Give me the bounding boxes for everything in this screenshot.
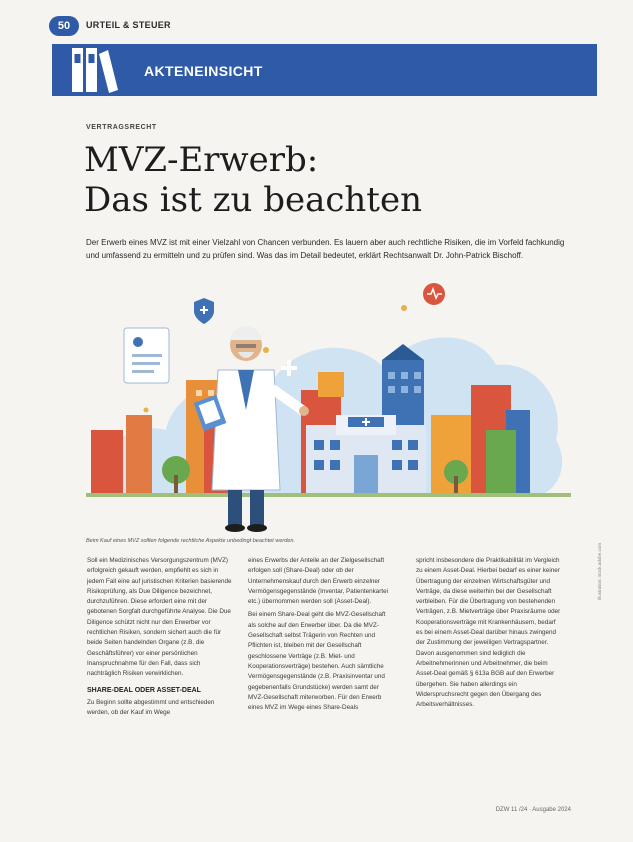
body-paragraph: eines Erwerbs der Anteile an der Zielgesellschaft erfolgen soll (Share-Deal) oder ob der Unternehmenskauf durch den Erwerb einzelner Vermögensgegenstände (Inventar, Patientenkartei etc.) übernommen werden soll (Asset-Deal). bbox=[248, 557, 389, 606]
section-label: URTEIL & STEUER bbox=[86, 20, 171, 30]
banner-title: AKTENEINSICHT bbox=[144, 63, 263, 79]
section-banner bbox=[52, 44, 597, 96]
subheading: SHARE-DEAL ODER ASSET-DEAL bbox=[87, 686, 201, 694]
illustration-caption: Beim Kauf eines MVZ sollten folgende rechtliche Aspekte unbedingt beachtet werden. bbox=[86, 538, 295, 544]
medical-center-illustration bbox=[86, 280, 571, 535]
file-binders-icon bbox=[68, 46, 118, 94]
body-paragraph: spricht insbesondere die Praktikabilität im Vergleich zu einem Asset-Deal. Hierbei bedarf es einer keiner Übertragung der einzelnen Wirtschaftsgüter und Verträge, da diese weiterhin bei der Gesellschaft verbleiben. Für die Übertragung von bestehenden Verträgen, z.B. Mietverträge über Praxisräume oder Kooperationsverträge mit Krankenhäusern, bedarf es bei einem Asset-Deal darüber hinaus zwingend der Zustimmung der jeweiligen Vertragspartner. Davon ausgenommen sind lediglich die Arbeitnehmerinnen und Arbeitnehmer, die beim Asset-Deal gemäß § 613a BGB auf den Erwerber übergehen. Sie haben allerdings ein Widerspruchsrecht gegen den Übergang des Arbeitsverhältnisses. bbox=[416, 557, 561, 709]
image-credit: Illustration: stock.adobe.com bbox=[597, 542, 602, 600]
text-column-3 bbox=[416, 556, 561, 713]
page-number-badge: 50 bbox=[49, 16, 79, 36]
article-intro: Der Erwerb eines MVZ ist mit einer Vielzahl von Chancen verbunden. Es lauern aber auch rechtliche Risiken, die im Vorfeld fachkundig und umfassend zu ermitteln und zu prüfen sind. Was das im Detail bedeutet, erklärt Rechtsanwalt Dr. John-Patrick Bischoff. bbox=[86, 238, 565, 260]
title-line-2: Das ist zu beachten bbox=[84, 180, 422, 220]
text-column-1 bbox=[87, 556, 232, 721]
body-paragraph: Zu Beginn sollte abgestimmt und entschieden werden, ob der Kauf im Wege bbox=[87, 698, 215, 717]
text-column-2 bbox=[248, 556, 393, 716]
article-kicker: VERTRAGSRECHT bbox=[86, 124, 157, 131]
body-paragraph: Bei einem Share-Deal geht die MVZ-Gesellschaft als solche auf den Erwerber über. Da die MVZ-Gesellschaft selbst Trägerin von Rechten und Pflichten ist, bleiben mit der Gesellschaft geschlossene Verträge (z.B. Miet- und Kooperationsverträge) bestehen. Auch sämtliche Vermögensgegenstände (z.B. Praxisinventar und gegebenenfalls Grundstücke) werden samt der MVZ-Gesellschaft miterworben. Für den Erwerb eines MVZ im Wege eines Share-Deals bbox=[248, 611, 386, 712]
title-line-1: MVZ-Erwerb: bbox=[84, 140, 319, 180]
page-footer: DZW 11 /24 · Ausgabe 2024 bbox=[495, 807, 571, 813]
article-title bbox=[84, 140, 422, 220]
body-paragraph: Soll ein Medizinisches Versorgungszentrum (MVZ) erfolgreich gekauft werden, empfiehlt es sich in jedem Fall eine auf juristischen Kriterien basierende Risikoprüfung, als Due Diligence bezeichnet, durchzuführen. Diese erfordert eine mit der gebotenen Sorgfalt durchgeführte Analyse. Die Due Diligence schützt nicht nur den Erwerber vor rechtlichen Risiken, sondern sichert auch die für beide Seiten handelnden Organe (z.B. die Geschäftsführer) vor einer persönlichen Inanspruchnahme für den Fall, dass sich nachträglich Risiken verwirklichen. bbox=[87, 557, 232, 678]
